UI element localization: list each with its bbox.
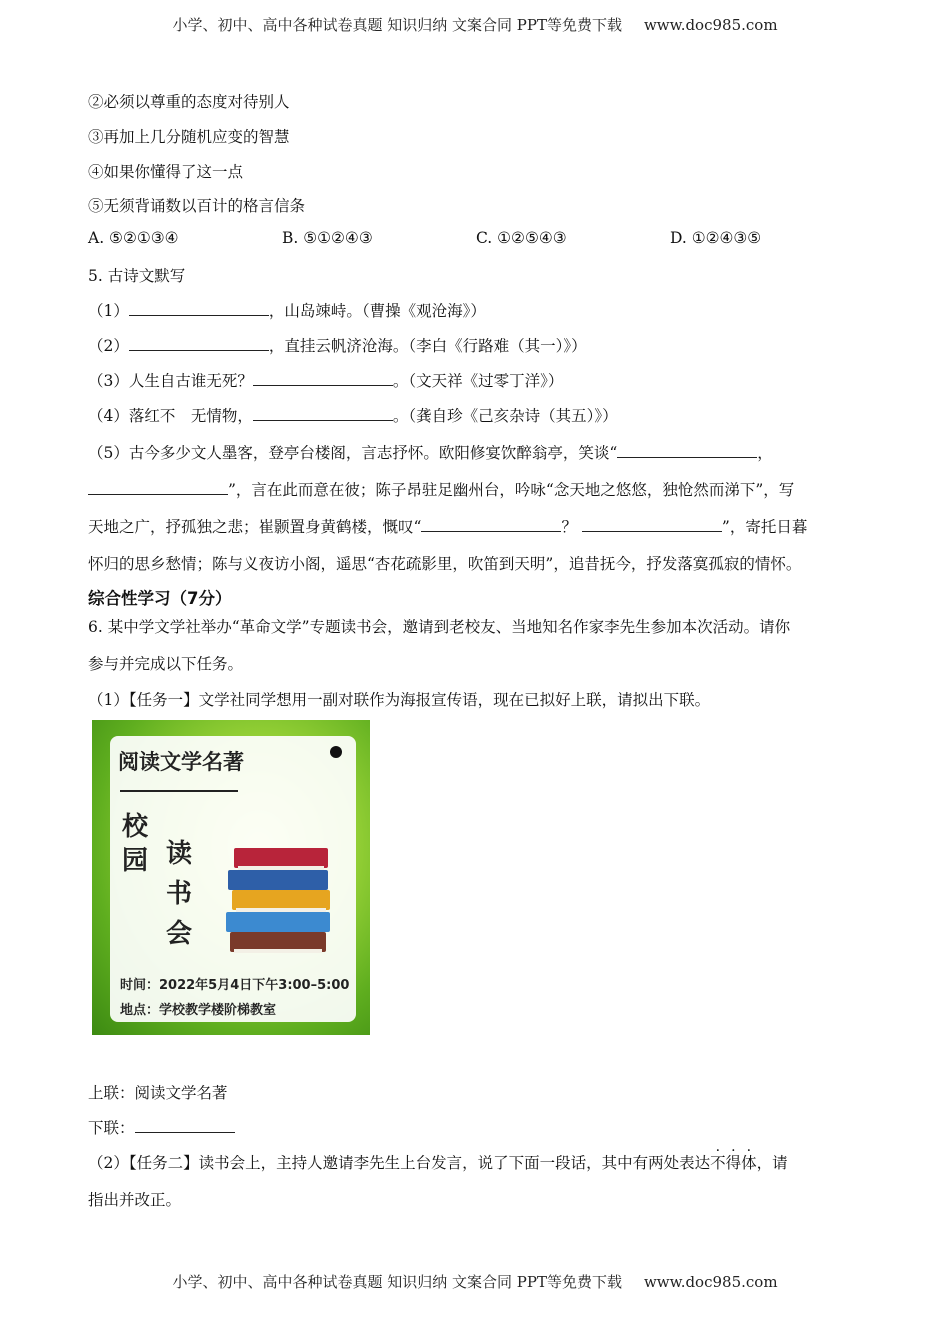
q5-l5a-end: ， [757,444,773,462]
q5-line-4 [88,404,618,426]
poster-char: 书 [166,879,193,909]
q5-l5b: ”，言在此而意在彼；陈子昂驻足幽州台，吟咏“念天地之悠悠，独怆然而涕下”，写 [228,481,795,499]
poster-dot-icon [330,746,342,758]
q6-line-2: 参与并完成以下任务。 [88,655,244,673]
page-header [0,14,950,35]
answer-blank[interactable] [129,301,269,316]
option-a: A. ⑤②①③④ [88,229,179,247]
footer-text: 小学、初中、高中各种试卷真题 知识归纳 文案合同 PPT等免费下载 [172,1273,622,1291]
q5-line-2 [88,334,587,356]
q5-l5c-mid: ？ [561,518,577,536]
couplet-lower [88,1116,235,1138]
q6-task-2-line-2: 指出并改正。 [88,1191,182,1209]
item-4: ④如果你懂得了这一点 [88,163,244,181]
page-footer [0,1271,950,1292]
q5-l4-post: 。（龚自珍《己亥杂诗（其五）》） [392,407,618,425]
option-d: D. ①②④③⑤ [670,229,762,247]
item-5: ⑤无须背诵数以百计的格言信条 [88,197,306,215]
poster-char: 读 [166,839,193,869]
q6-line-1: 6. 某中学文学社举办“革命文学”专题读书会，邀请到老校友、当地知名作家李先生参加本次活动。请你 [88,618,791,636]
couplet-upper: 上联：阅读文学名著 [88,1084,228,1102]
section-title: 综合性学习（7分） [88,589,232,608]
answer-blank[interactable] [253,406,393,421]
answer-blank[interactable] [617,443,757,458]
poster-col-1 [122,810,148,878]
q5-l2-post: ，直挂云帆济沧海。（李白《行路难（其一）》） [268,337,587,355]
q5-l1-post: ，山岛竦峙。（曹操《观沧海》） [268,302,486,320]
q5-l5a: （5）古今多少文人墨客，登亭台楼阁，言志抒怀。欧阳修宴饮醉翁亭，笑谈“ [88,444,618,462]
poster-char: 园 [122,846,149,876]
task2-post: ，请 [756,1154,788,1172]
q6-task-1: （1）【任务一】文学社同学想用一副对联作为海报宣传语，现在已拟好上联，请拟出下联。 [88,691,711,709]
item-2: ②必须以尊重的态度对待别人 [88,93,290,111]
poster-image [92,720,370,1035]
q5-l5c-post: ”，寄托日暮 [721,518,808,536]
answer-blank[interactable] [129,336,269,351]
poster-card [110,736,356,1022]
q5-line-5d: 怀归的思乡愁情；陈与义夜访小阁，遥思“杏花疏影里，吹笛到天明”，追昔抚今，抒发落寞孤寂的情怀。 [88,555,802,573]
q5-line-1 [88,299,486,321]
header-text: 小学、初中、高中各种试卷真题 知识归纳 文案合同 PPT等免费下载 [172,16,622,34]
option-c: C. ①②⑤④③ [476,229,567,247]
q5-title: 5. 古诗文默写 [88,267,186,285]
poster-char: 会 [166,919,193,949]
poster-divider [120,790,238,792]
q5-line-5a [88,441,773,463]
emphasis-char: 不 [710,1154,726,1172]
header-site: www.doc985.com [643,16,778,34]
couplet-lower-label: 下联： [88,1119,135,1137]
emphasis-char: 体 [741,1154,757,1172]
q5-l5c-pre: 天地之广，抒孤独之悲；崔颢置身黄鹤楼，慨叹“ [88,518,422,536]
poster-time: 时间：2022年5月4日下午3:00–5:00 [120,978,350,993]
answer-blank[interactable] [582,517,722,532]
q5-line-5b [88,478,794,500]
q5-l3-post: 。（文天祥《过零丁洋》） [392,372,564,390]
answer-blank[interactable] [88,480,228,495]
emphasis-char: 得 [725,1154,742,1172]
q5-line-5c [88,515,807,537]
answer-blank[interactable] [421,517,561,532]
q5-line-3 [88,369,563,391]
task2-pre: （2）【任务二】读书会上，主持人邀请李先生上台发言，说了下面一段话，其中有两处表达 [88,1154,711,1172]
item-3: ③再加上几分随机应变的智慧 [88,128,290,146]
q5-l2-pre: （2） [88,337,129,355]
poster-title: 阅读文学名著 [118,749,244,774]
q5-l4-pre: （4）落红不 无情物， [88,407,253,425]
poster-place: 地点：学校教学楼阶梯教室 [120,1003,277,1018]
q5-l3-pre: （3）人生自古谁无死？ [88,372,253,390]
poster-col-2 [166,834,192,954]
answer-blank[interactable] [135,1118,235,1133]
q5-l1-pre: （1） [88,302,129,320]
q6-task-2 [88,1151,788,1173]
answer-blank[interactable] [253,371,393,386]
footer-site: www.doc985.com [643,1273,778,1291]
option-b: B. ⑤①②④③ [282,229,373,247]
poster-char: 校 [122,812,149,842]
